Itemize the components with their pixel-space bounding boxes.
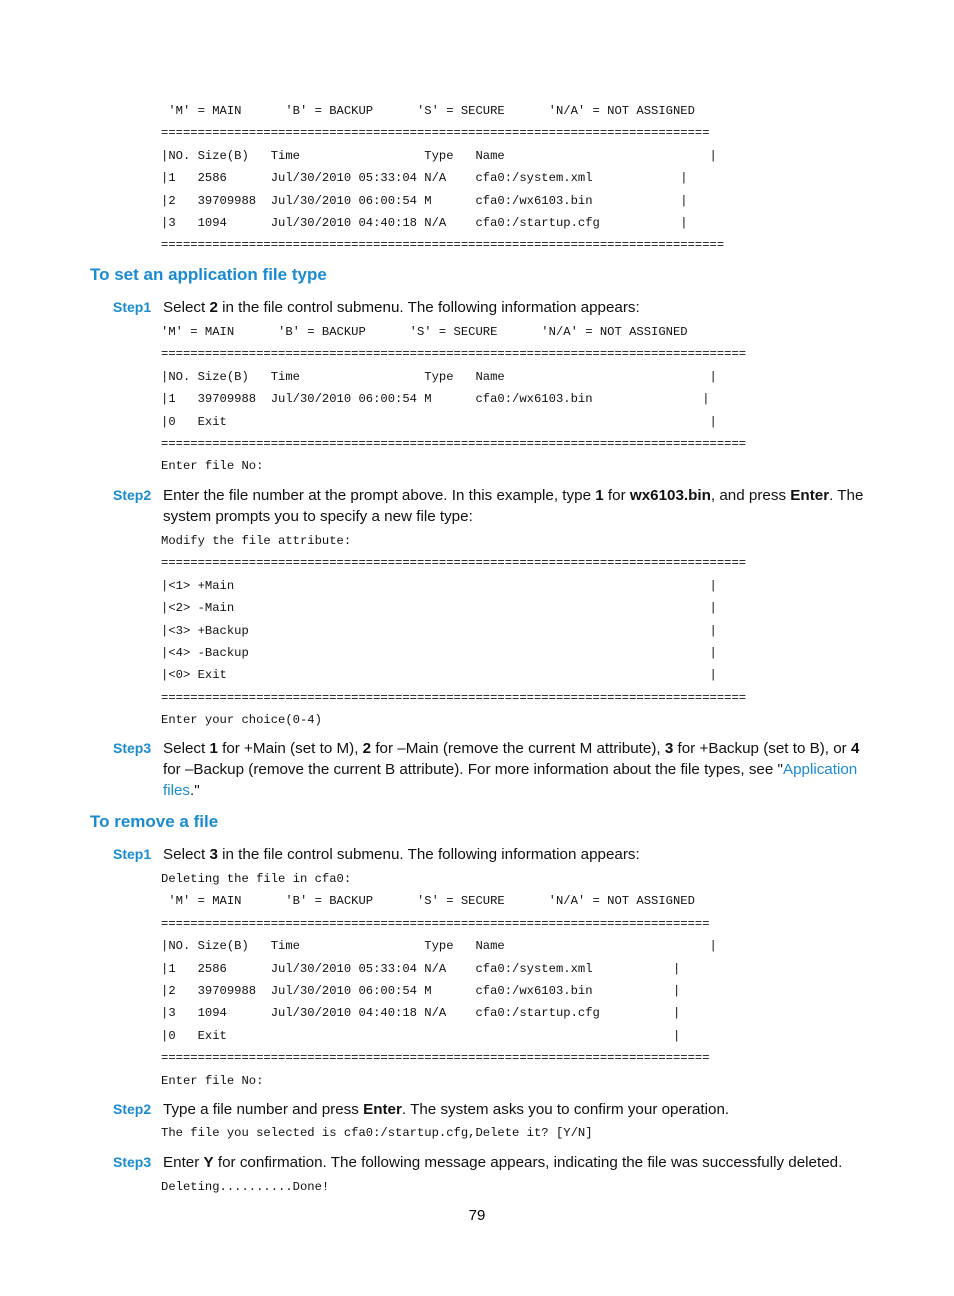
step-label: Step2 bbox=[113, 1101, 152, 1117]
step-2-set-type bbox=[113, 485, 865, 527]
step-3-remove bbox=[113, 1152, 865, 1173]
code-block-modify-attribute: Modify the file attribute: ================================================================================ |<1> +Main | |<2> -Main | |<3> +Backup | |<4> -Backup | |<0> Exit | ================================================================================ Enter your choice(0-4) bbox=[161, 534, 747, 728]
step-1-set-type bbox=[113, 297, 865, 318]
step-text: Enter Y for confirmation. The following message appears, indicating the file was successfully deleted. bbox=[163, 1154, 843, 1171]
step-text: Select 2 in the file control submenu. The following information appears: bbox=[163, 299, 640, 316]
step-1-remove bbox=[113, 844, 865, 865]
step-text: Select 1 for +Main (set to M), 2 for –Main (remove the current M attribute), 3 for +Backup (set to B), or 4 for –Backup (remove the current B attribute). For more information about the file types, see "Application files." bbox=[163, 740, 860, 799]
step-text: Select 3 in the file control submenu. The following information appears: bbox=[163, 846, 640, 863]
code-line-done: Deleting..........Done! bbox=[161, 1180, 330, 1194]
application-files-link[interactable]: Application files bbox=[163, 761, 858, 799]
step-label: Step1 bbox=[113, 299, 152, 315]
step-label: Step2 bbox=[113, 487, 152, 503]
code-block-delete-list: Deleting the file in cfa0: 'M' = MAIN 'B' = BACKUP 'S' = SECURE 'N/A' = NOT ASSIGNED =========================================================================== |NO. Size(B) Time Type Name | |1 2586 Jul/30/2010 05:33:04 N/A cfa0:/system.xml | |2 39709988 Jul/30/2010 06:00:54 M cfa0:/wx6103.bin | |3 1094 Jul/30/2010 04:40:18 N/A cfa0:/startup.cfg | |0 Exit | =========================================================================== Enter file No: bbox=[161, 872, 717, 1088]
step-label: Step1 bbox=[113, 846, 152, 862]
code-block-file-select: 'M' = MAIN 'B' = BACKUP 'S' = SECURE 'N/A' = NOT ASSIGNED ================================================================================ |NO. Size(B) Time Type Name | |1 39709988 Jul/30/2010 06:00:54 M cfa0:/wx6103.bin | |0 Exit | ================================================================================ Enter file No: bbox=[161, 325, 747, 474]
code-line-confirm: The file you selected is cfa0:/startup.cfg,Delete it? [Y/N] bbox=[161, 1126, 593, 1140]
step-text: Enter the file number at the prompt above. In this example, type 1 for wx6103.bin, and press Enter. The system prompts you to specify a new file type: bbox=[163, 487, 864, 525]
page-number: 79 bbox=[468, 1207, 486, 1224]
code-block-file-list: 'M' = MAIN 'B' = BACKUP 'S' = SECURE 'N/A' = NOT ASSIGNED =========================================================================== |NO. Size(B) Time Type Name | |1 2586 Jul/30/2010 05:33:04 N/A cfa0:/system.xml | |2 39709988 Jul/30/2010 06:00:54 M cfa0:/wx6103.bin | |3 1094 Jul/30/2010 04:40:18 N/A cfa0:/startup.cfg | ============================================================================= bbox=[161, 104, 725, 253]
step-label: Step3 bbox=[113, 1154, 152, 1170]
step-label: Step3 bbox=[113, 740, 152, 756]
step-text: Type a file number and press Enter. The system asks you to confirm your operation. bbox=[163, 1101, 730, 1118]
step-3-set-type bbox=[113, 738, 865, 801]
section-heading-set-file-type: To set an application file type bbox=[90, 265, 327, 284]
section-heading-remove-file: To remove a file bbox=[90, 812, 219, 831]
step-2-remove bbox=[113, 1099, 865, 1120]
